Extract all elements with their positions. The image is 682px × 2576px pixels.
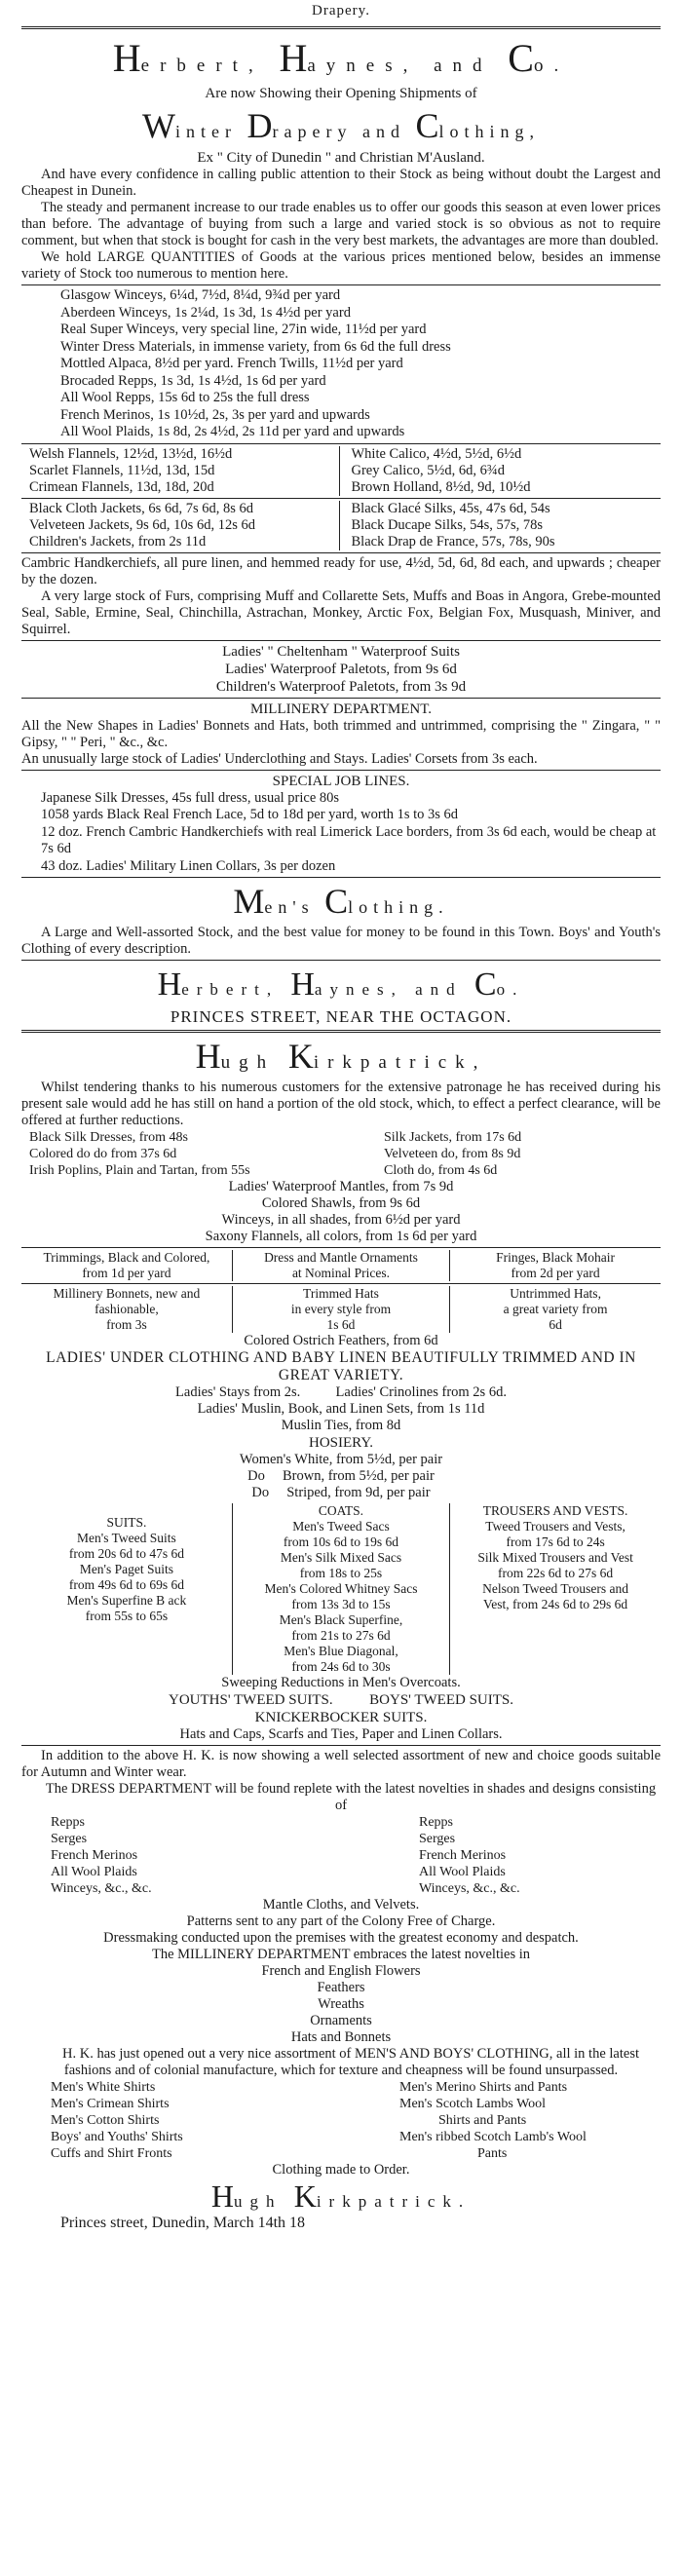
mantles-line: Colored Shawls, from 9s 6d	[261, 1195, 421, 1211]
overcoats-line: Sweeping Reductions in Men's Overcoats.	[221, 1675, 461, 1690]
list-item: Mottled Alpaca, 8½d per yard. French Twills, 11½d per yard	[60, 356, 403, 371]
divider	[21, 1745, 661, 1746]
list-item: All Wool Repps, 15s 6d to 25s the full dress	[60, 390, 310, 405]
list-item: Japanese Silk Dresses, 45s full dress, usual price 80s	[41, 789, 340, 806]
list-item: Crimean Flannels, 13d, 18d, 20d	[29, 478, 214, 495]
list-item: All Wool Plaids, 1s 8d, 2s 4½d, 2s 11d per yard and upwards	[60, 424, 405, 439]
millinery-dept-line: The MILLINERY DEPARTMENT embraces the latest novelties in	[151, 1947, 530, 1962]
winceys-list	[21, 287, 661, 441]
shirts-columns: Men's White Shirts Men's Crimean Shirts Men's Cotton Shirts Boys' and Youths' Shirts Cuffs and Shirt Fronts Men's Merino Shirts and Pants Men's Scotch Lambs Wool Shirts and Pants Men's ribbed Scotch Lamb's Wool Pants	[51, 2080, 587, 2161]
princes-street-line: PRINCES STREET, NEAR THE OCTAGON.	[170, 1007, 512, 1026]
list-item: Black Glacé Silks, 45s, 47s 6d, 54s	[351, 500, 550, 516]
addition-paragraph: In addition to the above H. K. is now showing a well selected assortment of new and choice goods suitable for Autumn and Winter wear.	[21, 1748, 661, 1780]
flowers-line: Wreaths	[318, 1996, 364, 2012]
list-item: Black Silk Dresses, from 48s	[29, 1130, 188, 1145]
hosiery-line: Do Brown, from 5½d, per pair	[247, 1468, 435, 1484]
millinery-heading: MILLINERY DEPARTMENT.	[249, 701, 433, 717]
divider	[21, 877, 661, 878]
list-item: Aberdeen Winceys, 1s 2¼d, 1s 3d, 1s 4½d per yard	[60, 304, 351, 321]
stays-line: Ladies' Stays from 2s. Ladies' Crinolines from 2s 6d.	[175, 1384, 507, 1400]
mens-boys-paragraph: H. K. has just opened out a very nice assortment of MEN'S AND BOYS' CLOTHING, all in the latest fashions and of colonial manufacture, which for texture and cheapness will be found unsurpassed.	[62, 2046, 639, 2078]
divider	[21, 552, 661, 553]
list-item: White Calico, 4½d, 5½d, 6½d	[351, 445, 522, 462]
stays-line: Ladies' Muslin, Book, and Linen Sets, from 1s 11d	[197, 1401, 485, 1417]
divider	[21, 443, 661, 444]
hosiery-line: Do Striped, from 9d, per pair	[251, 1485, 431, 1500]
list-item: Cloth do, from 4s 6d	[384, 1163, 498, 1178]
column-heading: Drapery.	[312, 3, 370, 19]
hosiery-heading: HOSIERY.	[309, 1435, 373, 1451]
divider	[21, 698, 661, 699]
waterproof-line: Ladies' Waterproof Paletots, from 9s 6d	[225, 661, 457, 677]
ostrich-line: Colored Ostrich Feathers, from 6d	[244, 1333, 438, 1348]
list-item: Black Ducape Silks, 54s, 57s, 78s	[351, 516, 544, 533]
hugh-kirkpatrick-header: Hugh Kirkpatrick,	[195, 1037, 487, 1076]
list-item: Glasgow Winceys, 6¼d, 7½d, 8¼d, 9¾d per yard	[60, 287, 341, 303]
list-item: Welsh Flannels, 12½d, 13½d, 16½d	[29, 445, 233, 462]
mens-paragraph: A Large and Well-assorted Stock, and the best value for money to be found in this Town. Boys' and Youth's Clothing of every description.	[21, 925, 661, 957]
divider	[21, 284, 661, 285]
herbert-haynes-header: Herbert, Haynes, and Co.	[112, 36, 570, 80]
winter-drapery-header: Winter Drapery and Clothing,	[142, 106, 540, 145]
list-item: 1058 yards Black Real French Lace, 5d to 18d per yard, worth 1s to 3s 6d	[41, 807, 459, 822]
hosiery-line: Women's White, from 5½d, per pair	[239, 1452, 443, 1467]
list-item: 43 doz. Ladies' Military Linen Collars, 3s per dozen	[41, 857, 336, 874]
divider	[21, 1030, 661, 1033]
list-item: Colored do do from 37s 6d	[29, 1147, 177, 1161]
mantles-line: Ladies' Waterproof Mantles, from 7s 9d	[228, 1179, 454, 1194]
list-item: Black Cloth Jackets, 6s 6d, 7s 6d, 8s 6d	[29, 500, 253, 516]
waterproof-line: Ladies' " Cheltenham " Waterproof Suits	[222, 643, 460, 660]
list-item: Irish Poplins, Plain and Tartan, from 55s	[29, 1163, 250, 1178]
special-lines-list	[21, 790, 661, 876]
millinery-columns: Millinery Bonnets, new and fashionable, from 3s Trimmed Hats in every style from 1s 6d Untrimmed Hats, a great variety from 6d	[21, 1286, 661, 1333]
list-item: Velveteen Jackets, 9s 6d, 10s 6d, 12s 6d	[29, 516, 255, 533]
flannels-calico-columns	[21, 446, 661, 496]
youths-boys-heading: YOUTHS' TWEED SUITS. BOYS' TWEED SUITS.	[168, 1692, 514, 1708]
intro-paragraph: We hold LARGE QUANTITIES of Goods at the various prices mentioned below, besides an immense variety of Stock too numerous to mention here.	[21, 249, 661, 282]
millinery-paragraph: An unusually large stock of Ladies' Underclothing and Stays. Ladies' Corsets from 3s each.	[21, 750, 538, 767]
mantles-line: Saxony Flannels, all colors, from 1s 6d per yard	[205, 1229, 477, 1244]
divider	[21, 1283, 661, 1284]
divider	[21, 498, 661, 499]
showing-line: Are now Showing their Opening Shipments of	[205, 86, 477, 101]
underclothing-heading: LADIES' UNDER CLOTHING AND BABY LINEN BEAUTIFULLY TRIMMED AND IN GREAT VARIETY.	[46, 1349, 636, 1383]
flowers-line: French and English Flowers	[261, 1963, 421, 1979]
herbert-haynes-footer: Herbert, Haynes, and Co.	[157, 966, 525, 1003]
list-item: Scarlet Flannels, 11½d, 13d, 15d	[29, 462, 215, 478]
stays-line: Muslin Ties, from 8d	[281, 1418, 401, 1433]
divider	[21, 26, 661, 29]
divider	[21, 1247, 661, 1248]
list-item: Grey Calico, 5½d, 6d, 6¾d	[351, 462, 505, 478]
cambric-paragraph: Cambric Handkerchiefs, all pure linen, and hemmed ready for use, 4½d, 5d, 6d, 8d each, and upwards ; cheaper by the dozen.	[21, 554, 661, 587]
silks-columns	[21, 1129, 661, 1179]
list-item: Silk Jackets, from 17s 6d	[384, 1130, 522, 1145]
list-item: 12 doz. French Cambric Handkerchiefs with real Limerick Lace borders, from 3s 6d each, would be cheap at 7s 6d	[41, 823, 657, 856]
jackets-silks-columns	[21, 501, 661, 550]
hats-line: Hats and Caps, Scarfs and Ties, Paper and Linen Collars.	[179, 1726, 503, 1742]
waterproof-line: Children's Waterproof Paletots, from 3s 9d	[215, 678, 467, 695]
list-item: Brown Holland, 8½d, 9d, 10½d	[351, 478, 531, 495]
hk-intro-paragraph: Whilst tendering thanks to his numerous customers for the extensive patronage he has received during his present sale would add he has still on hand a portion of the old stock, which, to effect a perfect clearance, will be offered at further reductions.	[21, 1080, 661, 1128]
intro-paragraph: And have every confidence in calling public attention to their Stock as being without doubt the Largest and Cheapest in Dunein.	[21, 167, 661, 199]
dress-columns: Repps Serges French Merinos All Wool Plaids Winceys, &c., &c. Repps Serges French Merinos All Wool Plaids Winceys, &c., &c.	[51, 1815, 520, 1896]
special-lines-heading: SPECIAL JOB LINES.	[272, 773, 410, 789]
patterns-line: Patterns sent to any part of the Colony Free of Charge.	[186, 1913, 496, 1929]
divider	[21, 770, 661, 771]
list-item: Velveteen do, from 8s 9d	[384, 1147, 521, 1161]
mantles-line: Winceys, in all shades, from 6½d per yard	[221, 1212, 461, 1228]
divider	[21, 960, 661, 961]
list-item: Real Super Winceys, very special line, 27in wide, 11½d per yard	[60, 322, 427, 337]
flowers-line: Ornaments	[310, 2013, 372, 2028]
list-item: French Merinos, 1s 10½d, 2s, 3s per yard and upwards	[60, 406, 370, 423]
ex-ships-line: Ex " City of Dunedin " and Christian M'Ausland.	[197, 150, 485, 166]
list-item: Brocaded Repps, 1s 3d, 1s 4½d, 1s 6d per yard	[60, 372, 326, 389]
divider	[21, 640, 661, 641]
dressmaking-line: Dressmaking conducted upon the premises with the greatest economy and despatch.	[103, 1930, 579, 1946]
date-line: Princes street, Dunedin, March 14th 18	[60, 2215, 306, 2231]
list-item: Winter Dress Materials, in immense variety, from 6s 6d the full dress	[60, 338, 451, 355]
suits-coats-trousers-columns: SUITS. Men's Tweed Suits from 20s 6d to 47s 6d Men's Paget Suits from 49s 6d to 69s 6d Men's Superfine B ack from 55s to 65s COATS. Men's Tweed Sacs from 10s 6d to 19s 6d Men's Silk Mixed Sacs from 18s to 25s Men's Colored Whitney Sacs from 13s 3d to 15s Men's Black Superfine, from 21s to 27s 6d Men's Blue Diagonal, from 24s 6d to 30s TROUSERS AND VESTS. Tweed Trousers and Vests, from 17s 6d to 24s Silk Mixed Trousers and Vest from 22s 6d to 27s 6d Nelson Tweed Trousers and Vest, from 24s 6d to 29s 6d	[21, 1503, 661, 1675]
trimmings-columns: Trimmings, Black and Colored, from 1d per yard Dress and Mantle Ornaments at Nominal Prices. Fringes, Black Mohair from 2d per yard	[21, 1250, 661, 1281]
dress-dept-paragraph: The DRESS DEPARTMENT will be found replete with the latest novelties in shades and designs consisting of	[45, 1781, 657, 1813]
flowers-line: Feathers	[317, 1980, 365, 1995]
hugh-kirkpatrick-footer: Hugh Kirkpatrick.	[210, 2178, 472, 2214]
intro-paragraph: The steady and permanent increase to our trade enables us to offer our goods this season at even lower prices than before. The advantage of buying from such a large and varied stock is so obvious as not to require comment, but when that stock is bought for cash in the very best markets, the advantages are more than doubled.	[21, 200, 661, 248]
furs-paragraph: A very large stock of Furs, comprising Muff and Collarette Sets, Muffs and Boas in Angora, Grebe-mounted Seal, Sable, Ermine, Seal, Chinchilla, Astrachan, Monkey, Arctic Fox, Belgian Fox, Musquash, Miniver, and Squirrel.	[21, 587, 661, 637]
clothing-order-line: Clothing made to Order.	[272, 2162, 410, 2178]
list-item: Black Drap de France, 57s, 78s, 90s	[351, 533, 555, 549]
knickerbocker-heading: KNICKERBOCKER SUITS.	[254, 1710, 428, 1725]
list-item: Children's Jackets, from 2s 11d	[29, 533, 207, 549]
mantle-cloths-line: Mantle Cloths, and Velvets.	[262, 1897, 420, 1913]
mens-clothing-header: Men's Clothing.	[233, 882, 449, 921]
millinery-paragraph: All the New Shapes in Ladies' Bonnets and Hats, both trimmed and untrimmed, comprising the " Zingara, " " Gipsy, " " Peri, " &c., &c.	[21, 717, 661, 750]
flowers-line: Hats and Bonnets	[290, 2029, 392, 2045]
